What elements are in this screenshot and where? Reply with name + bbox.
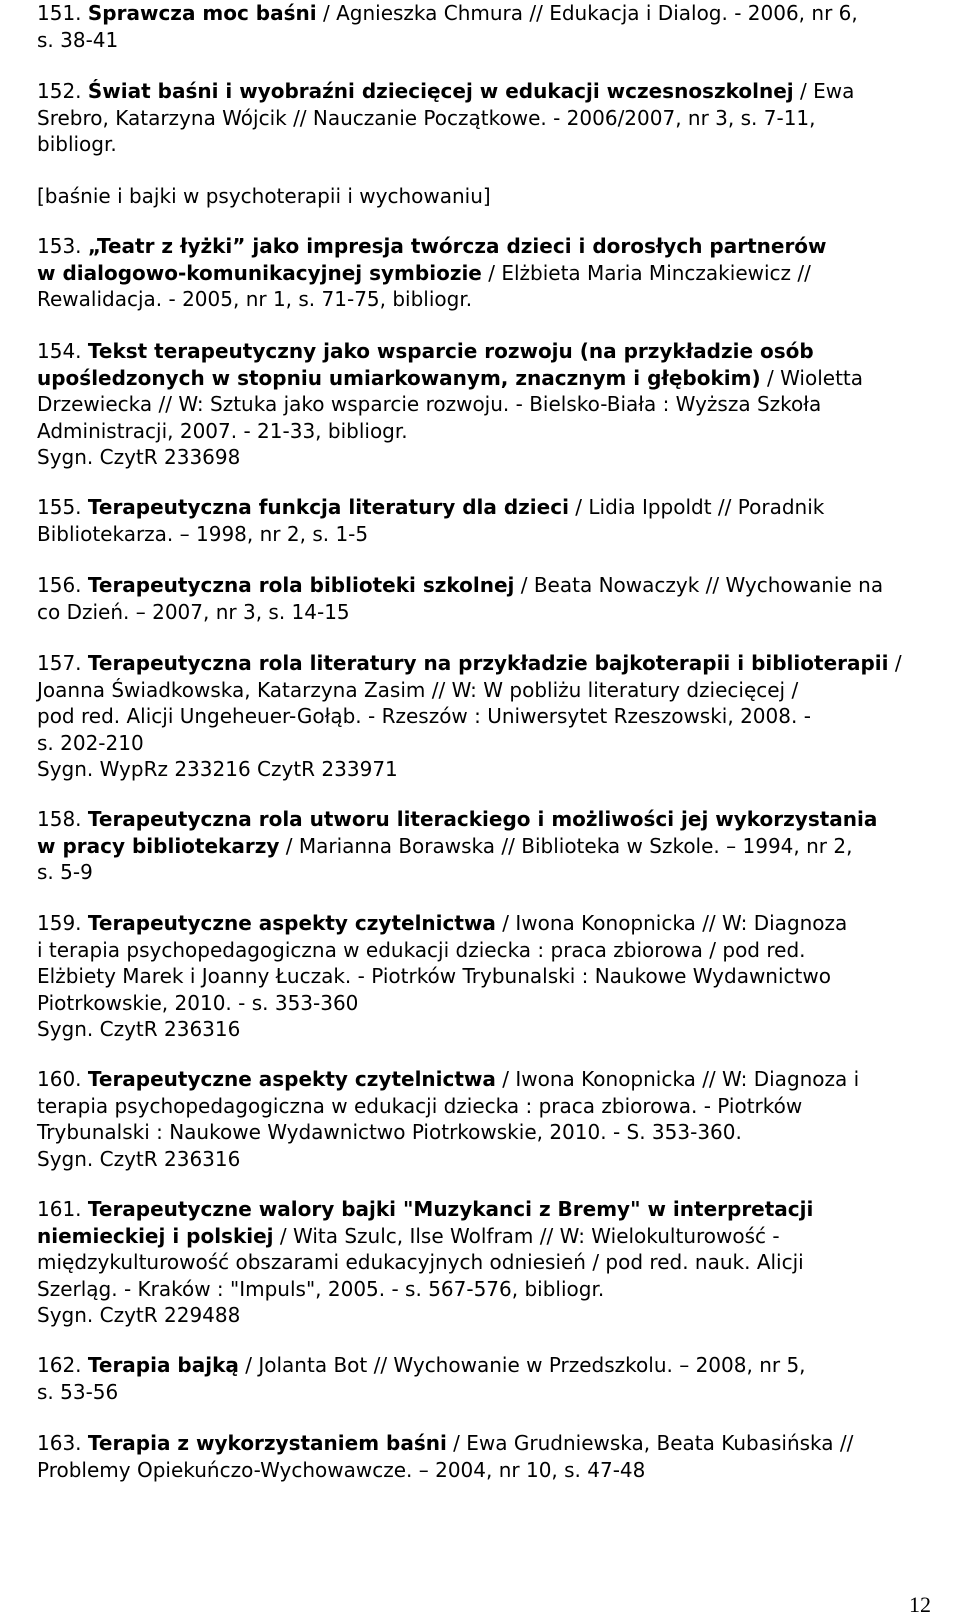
entry-text: Administracji, 2007. - 21-33, bibliogr. xyxy=(37,418,408,443)
bibliography-entry-157 xyxy=(37,650,942,783)
entry-line xyxy=(37,1146,942,1173)
entry-line xyxy=(37,730,942,757)
entry-line xyxy=(37,1223,942,1250)
entry-line xyxy=(37,703,942,730)
entry-text: / Ewa xyxy=(793,79,855,103)
entry-line xyxy=(37,444,942,471)
entry-title: niemieckiej i polskiej xyxy=(37,1223,274,1248)
entry-title: „Teatr z łyżki” jako impresja twórcza dzieci i dorosłych partnerów xyxy=(87,234,827,258)
entry-line xyxy=(37,1093,942,1120)
entry-line xyxy=(37,521,942,548)
entry-text: Sygn. CzytR 236316 xyxy=(37,1146,241,1171)
entry-line xyxy=(37,937,942,964)
entry-text: 156. xyxy=(37,573,88,597)
entry-line xyxy=(37,677,942,704)
entry-title: Świat baśni i wyobraźni dziecięcej w edukacji wczesnoszkolnej xyxy=(87,79,794,103)
entry-line xyxy=(37,833,942,860)
entry-line xyxy=(37,1249,942,1276)
entry-text: / Ewa Grudniewska, Beata Kubasińska // xyxy=(446,1431,854,1455)
entry-line xyxy=(37,1352,942,1379)
entry-text: s. 5-9 xyxy=(37,860,93,884)
bibliography-entry-163 xyxy=(37,1430,942,1483)
entry-line xyxy=(37,650,942,677)
entry-text: / Marianna Borawska // Biblioteka w Szkole. – 1994, nr 2, xyxy=(279,833,853,858)
entry-text: 153. xyxy=(37,234,88,258)
entry-title: Terapeutyczne aspekty czytelnictwa xyxy=(87,911,496,935)
entry-title: Tekst terapeutyczny jako wsparcie rozwoju (na przykładzie osób xyxy=(87,339,814,363)
entry-line xyxy=(37,0,942,27)
entry-line xyxy=(37,572,942,599)
entry-line xyxy=(37,1276,942,1303)
entry-title: w pracy bibliotekarzy xyxy=(37,833,280,858)
entry-title: Terapia z wykorzystaniem baśni xyxy=(87,1431,447,1455)
entry-line xyxy=(37,365,942,392)
bibliography-entry-162 xyxy=(37,1352,942,1405)
entry-title: Terapeutyczna rola literatury na przykładzie bajkoterapii i biblioterapii xyxy=(87,651,889,675)
bibliography-entry-161 xyxy=(37,1196,942,1329)
bibliography-entry-154 xyxy=(37,338,942,471)
entry-text: / Beata Nowaczyk // Wychowanie na xyxy=(514,573,884,597)
entry-line xyxy=(37,1119,942,1146)
entry-text: 151. xyxy=(37,1,88,25)
entry-text: 161. xyxy=(37,1197,88,1221)
entry-text: 155. xyxy=(37,495,88,519)
entry-text: Sygn. CzytR 229488 xyxy=(37,1303,241,1327)
entry-text: Problemy Opiekuńczo-Wychowawcze. – 2004, nr 10, s. 47-48 xyxy=(37,1457,646,1482)
entry-text: 158. xyxy=(37,807,88,831)
entry-text: / xyxy=(888,651,902,675)
entry-line xyxy=(37,1302,942,1329)
entry-line xyxy=(37,599,942,626)
entry-text: terapia psychopedagogiczna w edukacji dziecka : praca zbiorowa. - Piotrków xyxy=(37,1093,803,1118)
entry-line xyxy=(37,963,942,990)
entry-text: Szerląg. - Kraków : "Impuls", 2005. - s. 567-576, bibliogr. xyxy=(37,1276,605,1301)
entry-line xyxy=(37,494,942,521)
entry-text: / Elżbieta Maria Minczakiewicz // xyxy=(481,260,811,285)
entry-line xyxy=(37,131,942,158)
entry-text: Trybunalski : Naukowe Wydawnictwo Piotrkowskie, 2010. - S. 353-360. xyxy=(37,1120,742,1144)
entry-text: Sygn. CzytR 233698 xyxy=(37,445,241,469)
entry-text: 157. xyxy=(37,651,88,675)
entry-line xyxy=(37,105,942,132)
entry-text: 159. xyxy=(37,911,88,935)
entry-title: Terapeutyczna funkcja literatury dla dzieci xyxy=(87,495,569,519)
entry-text: i terapia psychopedagogiczna w edukacji dziecka : praca zbiorowa / pod red. xyxy=(37,937,806,962)
entry-text: bibliogr. xyxy=(37,132,117,156)
bibliography-entry-152 xyxy=(37,78,942,158)
entry-title: Terapeutyczne aspekty czytelnictwa xyxy=(87,1067,496,1091)
entry-line xyxy=(37,183,942,210)
entry-text: / Iwona Konopnicka // W: Diagnoza i xyxy=(495,1067,860,1091)
entry-line xyxy=(37,1379,942,1406)
entry-title: Sprawcza moc baśni xyxy=(87,1,317,25)
entry-text: międzykulturowość obszarami edukacyjnych odniesień / pod red. nauk. Alicji xyxy=(37,1250,804,1274)
entry-text: / Lidia Ippoldt // Poradnik xyxy=(568,495,825,519)
entry-line xyxy=(37,1196,942,1223)
bibliography-entry-158 xyxy=(37,806,942,886)
entry-line xyxy=(37,910,942,937)
entry-line xyxy=(37,1066,942,1093)
entry-text: Sygn. CzytR 236316 xyxy=(37,1017,241,1041)
entry-line xyxy=(37,260,942,287)
entry-text: Piotrkowskie, 2010. - s. 353-360 xyxy=(37,990,359,1015)
entry-text: 163. xyxy=(37,1431,88,1455)
entry-title: Terapeutyczna rola utworu literackiego i możliwości jej wykorzystania xyxy=(87,807,878,831)
entry-line xyxy=(37,859,942,886)
entry-line xyxy=(37,418,942,445)
entry-text: 154. xyxy=(37,339,88,363)
entry-line xyxy=(37,1430,942,1457)
entry-text: Srebro, Katarzyna Wójcik // Nauczanie Początkowe. - 2006/2007, nr 3, s. 7-11, xyxy=(37,105,816,130)
entry-text: pod red. Alicji Ungeheuer-Gołąb. - Rzeszów : Uniwersytet Rzeszowski, 2008. - xyxy=(37,704,811,728)
entry-text: 152. xyxy=(37,79,88,103)
entry-title: w dialogowo-komunikacyjnej symbiozie xyxy=(37,260,482,285)
entry-text: co Dzień. – 2007, nr 3, s. 14-15 xyxy=(37,599,350,624)
entry-text: s. 53-56 xyxy=(37,1379,119,1404)
bibliography-entry-159 xyxy=(37,910,942,1043)
entry-line xyxy=(37,391,942,418)
entry-text: 162. xyxy=(37,1353,88,1377)
entry-text: / Agnieszka Chmura // Edukacja i Dialog. - 2006, nr 6, xyxy=(316,1,858,25)
entry-title: Terapeutyczne walory bajki "Muzykanci z Bremy" w interpretacji xyxy=(87,1197,814,1221)
entry-line xyxy=(37,990,942,1017)
bibliography-entry-156 xyxy=(37,572,942,625)
entry-text: Elżbiety Marek i Joanny Łuczak. - Piotrków Trybunalski : Naukowe Wydawnictwo xyxy=(37,964,831,988)
entry-text: s. 38-41 xyxy=(37,27,119,52)
bibliography-entry-heading-basnie xyxy=(37,183,942,210)
bibliography-entry-153 xyxy=(37,233,942,313)
entry-title: Terapia bajką xyxy=(87,1353,239,1377)
entry-line xyxy=(37,78,942,105)
entry-text: 160. xyxy=(37,1067,88,1091)
entry-line xyxy=(37,233,942,260)
entry-line xyxy=(37,1457,942,1484)
page-number: 12 xyxy=(909,1592,931,1617)
entry-text: Joanna Świadkowska, Katarzyna Zasim // W: W pobliżu literatury dziecięcej / xyxy=(37,677,799,702)
bibliography-entry-151 xyxy=(37,0,942,53)
entry-line xyxy=(37,27,942,54)
entry-text: Bibliotekarza. – 1998, nr 2, s. 1-5 xyxy=(37,521,369,546)
entry-text: s. 202-210 xyxy=(37,730,144,755)
entry-text: / Jolanta Bot // Wychowanie w Przedszkolu. – 2008, nr 5, xyxy=(238,1353,806,1377)
bibliography-entry-160 xyxy=(37,1066,942,1172)
entry-text: / Wioletta xyxy=(760,365,864,390)
bibliography-entry-155 xyxy=(37,494,942,547)
entry-line xyxy=(37,286,942,313)
entry-text: / Wita Szulc, Ilse Wolfram // W: Wielokulturowość - xyxy=(273,1223,780,1248)
entry-title: upośledzonych w stopniu umiarkowanym, znacznym i głębokim) xyxy=(37,365,761,390)
entry-text: Rewalidacja. - 2005, nr 1, s. 71-75, bibliogr. xyxy=(37,287,473,311)
entry-line xyxy=(37,806,942,833)
entry-line xyxy=(37,756,942,783)
entry-text: Drzewiecka // W: Sztuka jako wsparcie rozwoju. - Bielsko-Biała : Wyższa Szkoła xyxy=(37,392,822,416)
entry-text: Sygn. WypRz 233216 CzytR 233971 xyxy=(37,757,398,781)
entry-text: / Iwona Konopnicka // W: Diagnoza xyxy=(495,911,848,935)
entry-line xyxy=(37,338,942,365)
entry-line xyxy=(37,1016,942,1043)
entry-title: Terapeutyczna rola biblioteki szkolnej xyxy=(87,573,515,597)
entry-text: [baśnie i bajki w psychoterapii i wychowaniu] xyxy=(37,184,491,208)
